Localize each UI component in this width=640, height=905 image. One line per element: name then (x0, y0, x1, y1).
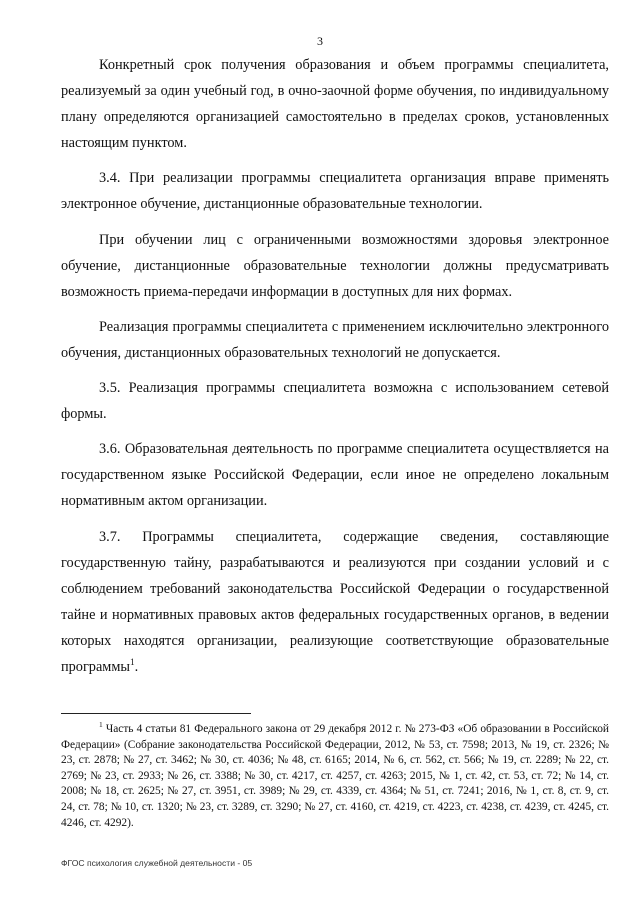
footnote-reference: 1 (130, 658, 135, 669)
footnote-paragraph (61, 722, 609, 831)
paragraph-3-4: 3.4. При реализации программы специалитета организация вправе применять электронное обучение, дистанционные образовательные технологии. (61, 170, 609, 213)
footnote-separator (61, 713, 251, 714)
page-number: 3 (317, 34, 323, 48)
paragraph-3-7-text: 3.7. Программы специалитета, содержащие сведения, составляющие государственную тайну, разрабатываются и реализуются при создании условий и с соблюдением требований законодательства Российской Федерации о государственной тайне и нормативных правовых актов федеральных государственных органов, в ведении которых находятся организации, реализующие соответствующие образовательные программы (61, 528, 609, 675)
paragraph-disabilities: При обучении лиц с ограниченными возможностями здоровья электронное обучение, дистанционные образовательные технологии должны предусматривать возможность приема-передачи информации в доступных для них формах. (61, 231, 609, 300)
footnote-text: Часть 4 статьи 81 Федерального закона от 29 декабря 2012 г. № 273-ФЗ «Об образовании в Российской Федерации» (Собрание законодательства Российской Федерации, 2012, № 53, ст. 7598; 2013, № 19, ст. 2326; № 23, ст. 2878; № 27, ст. 3462; № 30, ст. 4036; № 48, ст. 6165; 2014, № 6, ст. 562, ст. 566; № 19, ст. 2289; № 22, ст. 2769; № 23, ст. 2933; № 26, ст. 3388; № 30, ст. 4217, ст. 4257, ст. 4263; 2015, № 1, ст. 42, ст. 53, ст. 72; № 14, ст. 2008; № 18, ст. 2625; № 27, ст. 3951, ст. 3989; № 29, ст. 4339, ст. 4364; № 51, ст. 7241; 2016, № 1, ст. 8, ст. 9, ст. 24, ст. 78; № 10, ст. 1320; № 23, ст. 3289, ст. 3290; № 27, ст. 4160, ст. 4219, ст. 4223, ст. 4238, ст. 4239, ст. 4245, ст. 4246, ст. 4292). (61, 723, 609, 829)
paragraph-study-term: Конкретный срок получения образования и объем программы специалитета, реализуемый за один учебный год, в очно-заочной форме обучения, по индивидуальному плану определяются организацией самостоятельно в пределах сроков, установленных настоящим пунктом. (61, 57, 609, 152)
paragraph-3-5: 3.5. Реализация программы специалитета возможна с использованием сетевой формы. (61, 380, 609, 423)
body-text (61, 52, 609, 680)
page-footer: ФГОС психология служебной деятельности - 05 (61, 858, 253, 868)
paragraph-exclusive-elearning: Реализация программы специалитета с применением исключительно электронного обучения, дистанционных образовательных технологий не допускается. (61, 318, 609, 361)
paragraph-3-7: 3.7. Программы специалитета, содержащие сведения, составляющие государственную тайну, разрабатываются и реализуются при создании условий и с соблюдением требований законодательства Российской Федерации о государственной тайне и нормативных правовых актов федеральных государственных органов, в ведении которых находятся организации, реализующие соответствующие образовательные программы$^1$. (61, 528, 609, 675)
footnote (61, 722, 609, 831)
paragraph-3-6: 3.6. Образовательная деятельность по программе специалитета осуществляется на государственном языке Российской Федерации, если иное не определено локальным нормативным актом организации. (61, 441, 609, 510)
footnote-marker: 1 (99, 720, 103, 730)
